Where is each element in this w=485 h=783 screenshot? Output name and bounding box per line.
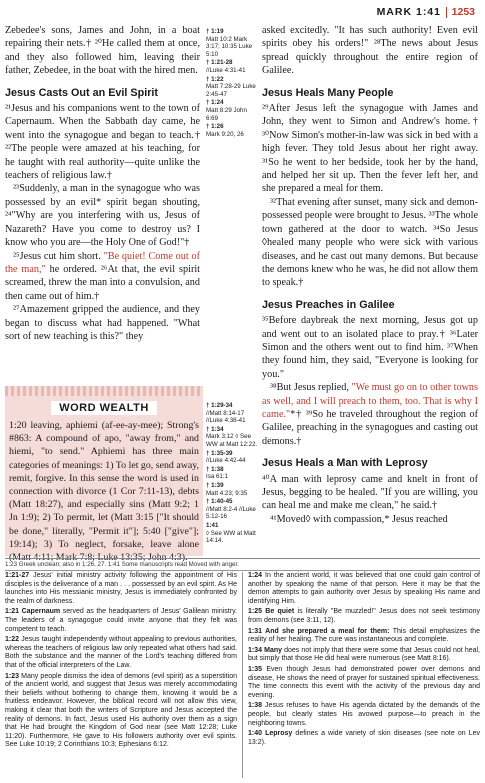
verse-paragraph: ⁴¹Moved◊ with compassion,* Jesus reached xyxy=(270,513,448,525)
xref-entry: 1:41 ◊ See WW at Matt 14:14. xyxy=(206,521,256,545)
text-footnote: 1:23 Greek unclean; also in 1:26, 27. 1:41 Some manuscripts read Moved with anger. xyxy=(5,558,480,568)
page-number: 1253 xyxy=(451,6,475,18)
study-note: 1:35 Even though Jesus had demonstrated power over demons and disease, He shows the need of prayer for sustained spiritual effectiveness. The time connects this event with the activity of the previous day and evening. xyxy=(248,665,480,699)
words-of-jesus: "Be quiet! Come out of the man," xyxy=(5,250,200,275)
verse-text: *† ³⁹So he traveled throughout the region of Galilee, preaching in the synagogues and casting out demons.† xyxy=(262,408,478,447)
right-column xyxy=(262,24,478,526)
verse-paragraph xyxy=(262,381,478,448)
word-wealth-title: WORD WEALTH xyxy=(51,401,157,415)
notes-column-divider xyxy=(242,572,243,778)
study-note: 1:22 Jesus taught independently without appealing to previous authorities, whereas the teachers of religious law only repeated what others had said. Both the substance and the manner of the Lord's teaching differed from that of the official interpreters of the Law. xyxy=(5,636,237,669)
section-heading: Jesus Heals a Man with Leprosy xyxy=(262,457,428,470)
xref-entry: † 1:40-45 //Matt 8:2-4 //Luke 5:12-16 xyxy=(206,498,256,521)
study-notes-right xyxy=(248,572,480,749)
xref-entry: † 1:19 Matt 10:2 Mark 3:17; 10:35 Luke 5:10 xyxy=(206,28,253,58)
study-note: 1:38 Jesus refuses to have His agenda dictated by the demands of the people, but clearly states His avowed purpose—to preach in the neighboring towns. xyxy=(248,702,480,727)
study-note: 1:25 Be quiet is literally "Be muzzled!" Jesus does not seek testimony from demons (see 3:11, 12). xyxy=(248,608,480,624)
xref-entry: † 1:29-34 //Matt 8:14-17 //Luke 4:38-41 xyxy=(206,402,246,425)
xref-entry: † 1:26 Mark 9:20, 26 xyxy=(206,123,244,138)
xref-entry: † 1:34 Mark 3:12 ◊ See WW at Matt 12:22. xyxy=(206,425,258,448)
running-head: MARK 1:41 xyxy=(376,6,441,18)
verse-text: ³⁸But Jesus replied, xyxy=(270,382,352,394)
section-heading: Jesus Casts Out an Evil Spirit xyxy=(5,86,159,99)
verse-paragraph: asked excitedly. "It has such authority! Even evil spirits obey his orders!" ²⁸The news about Jesus spread quickly throughout the entire region of Galilee. xyxy=(262,25,478,77)
verse-paragraph: ⁴⁰A man with leprosy came and knelt in front of Jesus, begging to be healed. "If you are willing, you can heal me and make me clean," he said.† xyxy=(262,473,478,512)
decorative-pattern xyxy=(5,386,203,396)
xref-entry: † 1:24 Matt 8:29 John 6:69 xyxy=(206,99,247,122)
xref-entry: † 1:22 Matt 7:28-29 Luke 2:45-47 xyxy=(206,75,256,98)
study-note: 1:34 Many does not imply that there were some that Jesus could not heal, but simply that those He did heal were numerous (see Matt 8:16). xyxy=(248,646,480,663)
verse-paragraph xyxy=(5,250,200,304)
study-note: 1:21 Capernaum served as the headquarters of Jesus' Galilean ministry. The leaders of a synagogue could invite anyone that they felt was competent to teach. xyxy=(5,608,237,633)
study-note: 1:23 Many people dismiss the idea of demons (evil spirit) as a superstition of the ancient world, and suggest that Jesus was merely accommodating their beliefs without bothering to change them, knowing it would be a fruitless endeavor. However, the biblical record will not allow this view, making it clear that both the writers of Scripture and Jesus accepted the reality of demons. In fact, Jesus used His authority over them as a sign that He had brought the Kingdom of God near (see Matt 12:28; Luke 11:20). Furthermore, He gave to His followers authority over evil spirits. See Luke 10:19; 2 Corinthians 10:3; Ephesians 6:12. xyxy=(5,672,237,749)
cross-references-top xyxy=(206,28,260,139)
verse-paragraph: ²⁷Amazement gripped the audience, and they began to discuss what had happened. "What sort of new teaching is this?" they xyxy=(5,304,200,342)
verse-paragraph: ²¹Jesus and his companions went to the town of Capernaum. When the Sabbath day came, he went into the synagogue and began to teach.† ²²The people were amazed at his teaching, for he taught with real authority—quite unlike the teachers of religious law.† xyxy=(5,103,200,182)
verse-paragraph: ²³Suddenly, a man in the synagogue who was possessed by an evil* spirit began shouting, ²⁴"Why are you interfering with us, Jesus of Nazareth? Have you come to destroy us? I know who you are—the Holy One of God!"† xyxy=(5,183,200,249)
verse-text: ²⁵Jesus cut him short. xyxy=(13,250,104,262)
section-heading: Jesus Preaches in Galilee xyxy=(262,298,395,311)
verse-paragraph: ³⁵Before daybreak the next morning, Jesus got up and went out to an isolated place to pray.† ³⁶Later Simon and the others went out to find him. ³⁷When they found him, they said, "Everyone is looking for you." xyxy=(262,315,478,380)
verse-paragraph: Zebedee's sons, James and John, in a boat repairing their nets.† ²⁰He called them at once, and they also followed him, leaving their father, Zebedee, in the boat with the hired men. xyxy=(5,25,200,77)
study-note: 1:40 Leprosy defines a wide variety of skin diseases (see note on Lev 13:2). xyxy=(248,730,480,746)
header-separator xyxy=(446,7,447,18)
xref-entry: † 1:35-39 //Luke 4:42-44 xyxy=(206,449,246,465)
left-column xyxy=(5,24,200,343)
xref-entry: † 1:21-28 //Luke 4:31-41 xyxy=(206,59,246,74)
notes-divider xyxy=(5,570,480,571)
verse-paragraph: ²⁹After Jesus left the synagogue with James and John, they went to Simon and Andrew's home.† ³⁰Now Simon's mother-in-law was sick in bed with a high fever. They told Jesus about her right away. ³¹So he went to her bedside, took her by the hand, and helped her sit up. Then the fever left her, and she prepared a meal for them. xyxy=(262,103,478,195)
word-wealth-box xyxy=(5,386,203,564)
words-of-jesus: "We must go on to other towns as well, and I will preach to them, too. That is why I came." xyxy=(262,382,478,420)
verse-text: he ordered. ²⁶At that, the evil spirit screamed, threw the man into a convulsion, and then came out of him.† xyxy=(5,263,200,302)
verse-paragraph: ³²That evening after sunset, many sick and demon-possessed people were brought to Jesus. ³³The whole town gathered at the door to watch. ³⁴So Jesus ◊healed many people who were sick with various diseases, and he cast out many demons. But because the demons knew who he was, he did not allow them to speak.† xyxy=(262,196,478,289)
study-note: 1:21-27 Jesus' initial ministry activity following the appointment of His disciples is the deliverance of a man . . . possessed by an evil spirit. As He launches into His messianic ministry, Jesus is immediately confronted by the realm of darkness. xyxy=(5,572,237,605)
study-note: 1:31 And she prepared a meal for them: This detail emphasizes the reality of her healing. The cure was instantaneous and complete. xyxy=(248,627,480,644)
word-wealth-text: 1:20 leaving, aphiemi (af-ee-ay-mee); Strong's #863: A compound of apo, "away from," and hiemi, "to send." Aphiemi has three main categories of meanings: 1) To let go, send away, remit, forgive. In this sense the word is used in connection with divorce (1 Cor 7:11-13), debts (Matt 18:27), and especially sins (Matt 9:2; 1 Jn 1:9); 2) To permit, let (Matt 3:15 ["It should be done," literally, "Permit it"]; 5:40 ["give"]; 19:14); 3) To neglect, forsake, leave alone (Matt 4:11; Mark 7:8; Luke 13:35; John 4:3). xyxy=(9,420,199,564)
section-heading: Jesus Heals Many People xyxy=(262,86,394,99)
xref-entry: † 1:38 Isa 61:1 xyxy=(206,465,229,481)
cross-references-bottom xyxy=(206,402,260,546)
study-note: 1:24 In the ancient world, it was believed that one could gain control of another by speaking the name of that person. Here it may be that the demon attempts to gain authority over Jesus by speaking His name and identifying Him. xyxy=(248,572,480,605)
study-notes-left xyxy=(5,572,237,752)
page-header xyxy=(0,6,485,24)
xref-entry: † 1:39 Matt 4:23; 9:35 xyxy=(206,481,248,497)
